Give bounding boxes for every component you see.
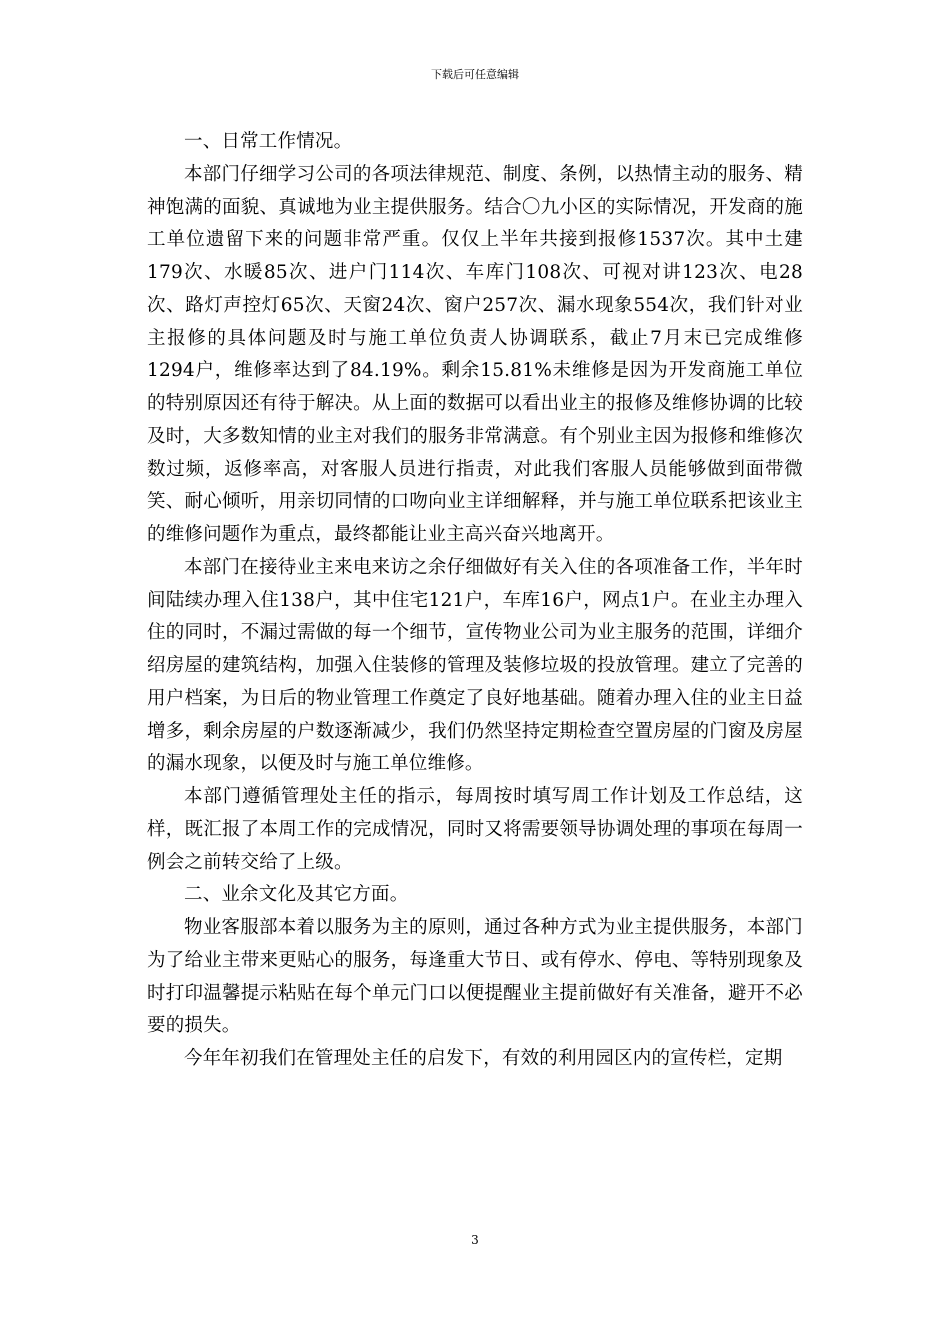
section-heading-culture: 二、业余文化及其它方面。 xyxy=(184,884,409,906)
paragraph-repair-statistics: 本部门仔细学习公司的各项法律规范、制度、条例，以热情主动的服务、精神饱满的面貌、真诚地为业主提供服务。结合〇九小区的实际情况，开发商的施工单位遗留下来的问题非常严重。仅仅上半年共接到报修1537次。其中土建179次、水暖85次、进户门114次、车库门108次、可视对讲123次、电28次、路灯声控灯65次、天窗24次、窗户257次、漏水现象554次，我们针对业主报修的具体问题及时与施工单位负责人协调联系，截止7月末已完成维修1294户，维修率达到了84.19%。剩余15.81%未维修是因为开发商施工单位的特别原因还有待于解决。从上面的数据可以看出业主的报修及维修协调的比较及时，大多数知情的业主对我们的服务非常满意。有个别业主因为报修和维修次数过频，返修率高，对客服人员进行指责，对此我们客服人员能够做到面带微笑、耐心倾听，用亲切同情的口吻向业主详细解释，并与施工单位联系把该业主的维修问题作为重点，最终都能让业主高兴奋兴地离开。 xyxy=(147,163,803,545)
page-number: 3 xyxy=(471,1233,479,1247)
section-heading-daily-work: 一、日常工作情况。 xyxy=(184,131,353,152)
paragraph-move-in-work: 本部门在接待业主来电来访之余仔细做好有关入住的各项准备工作，半年时间陆续办理入住138户，其中住宅121户，车库16户，网点1户。在业主办理入住的同时，不漏过需做的每一个细节，宣传物业公司为业主服务的范围，详细介绍房屋的建筑结构，加强入住装修的管理及装修垃圾的投放管理。建立了完善的用户档案，为日后的物业管理工作奠定了良好地基础。随着办理入住的业主日益增多，剩余房屋的户数逐渐减少，我们仍然坚持定期检查空置房屋的门窗及房屋的漏水现象，以便及时与施工单位维修。 xyxy=(147,556,803,775)
paragraph-bulletin-board: 今年年初我们在管理处主任的启发下，有效的利用园区内的宣传栏，定期 xyxy=(184,1048,783,1069)
page-header: 下载后可任意编辑 xyxy=(431,68,519,81)
paragraph-weekly-reports: 本部门遵循管理处主任的指示，每周按时填写周工作计划及工作总结，这样，既汇报了本周工作的完成情况，同时又将需要领导协调处理的事项在每周一例会之前转交给了上级。 xyxy=(147,786,803,873)
document-body xyxy=(147,126,803,1076)
paragraph-service-notices: 物业客服部本着以服务为主的原则，通过各种方式为业主提供服务，本部门为了给业主带来更贴心的服务，每逢重大节日、或有停水、停电、等特别现象及时打印温馨提示粘贴在每个单元门口以便提醒业主提前做好有关准备，避开不必要的损失。 xyxy=(147,917,803,1037)
